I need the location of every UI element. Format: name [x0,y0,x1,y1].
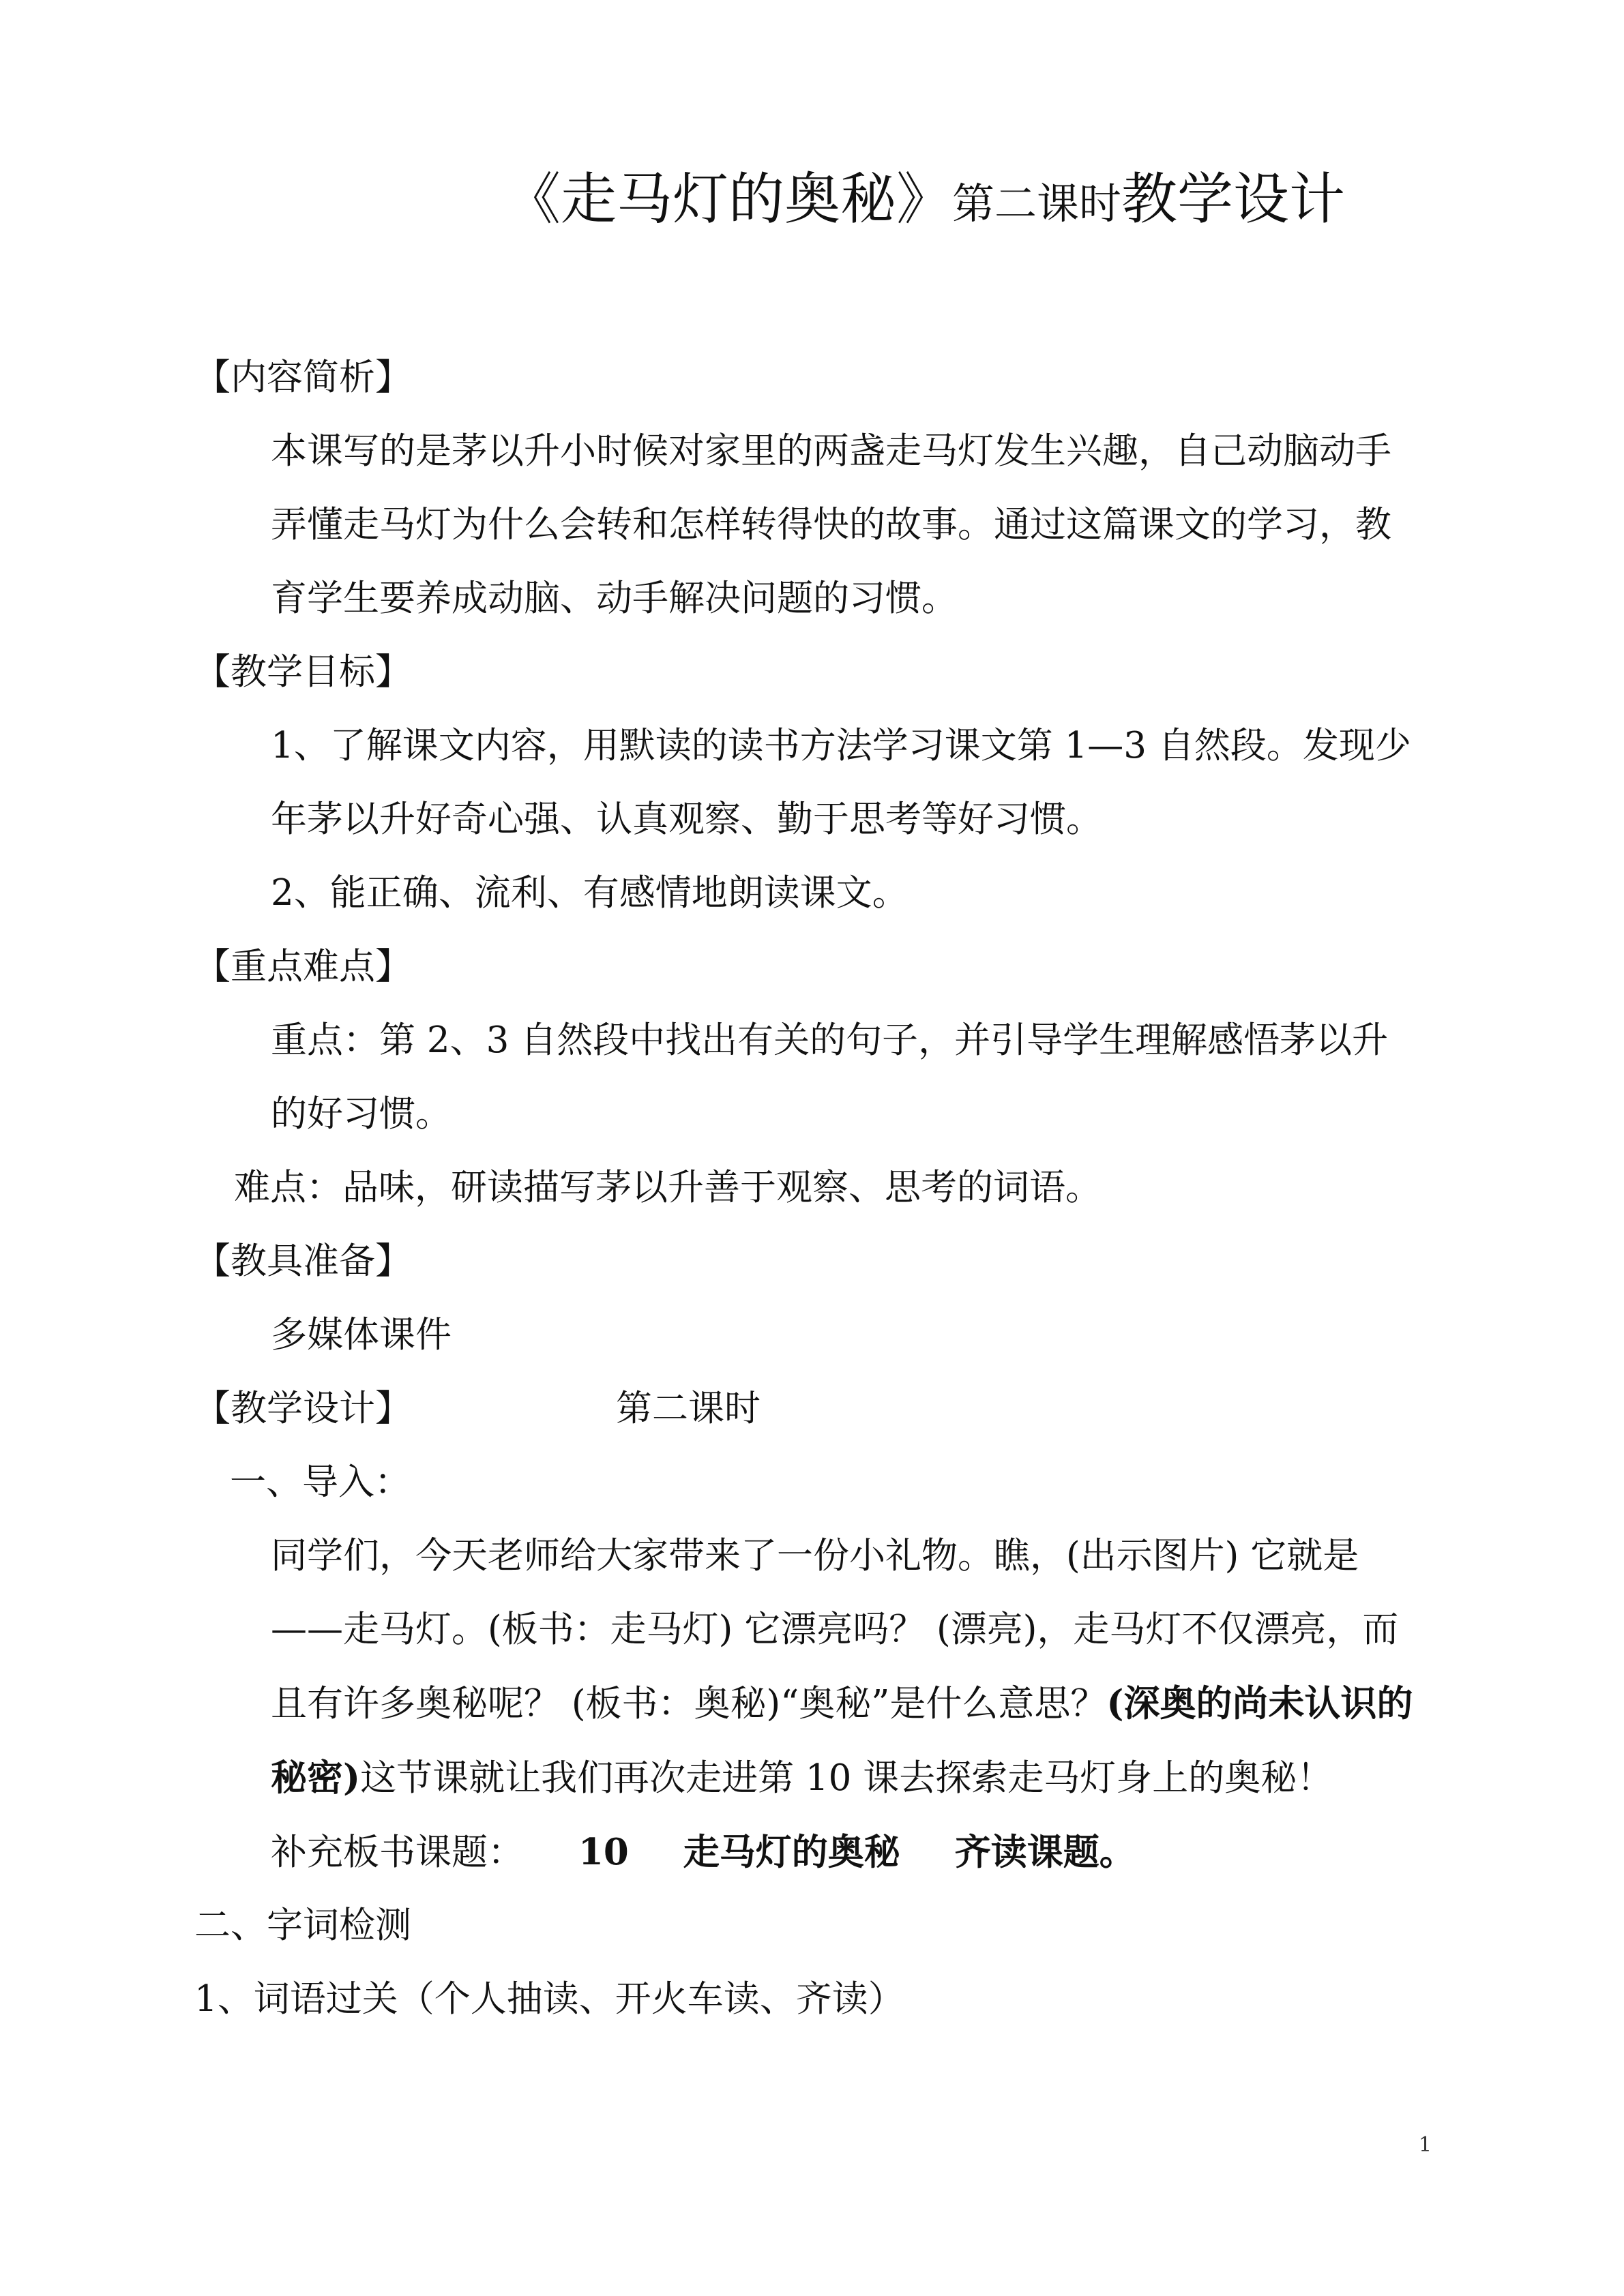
words-item-1: 1、词语过关（个人抽读、开火车读、齐读） [194,1978,904,2020]
key-heading: 【重点难点】 [194,946,411,987]
goal-item-1: 1、了解课文内容，用默读的读书方法学习课文第 1—3 自然段。发现少年茅以升好奇心强、认真观察、勤于思考等好习惯。 [271,725,1411,840]
goal-item-2: 2、能正确、流利、有感情地朗读课文。 [271,872,909,914]
content-paragraph: 本课写的是茅以升小时候对家里的两盏走马灯发生兴趣，自己动脑动手弄懂走马灯为什么会转和怎样转得快的故事。通过这篇课文的学习，教育学生要养成动脑、动手解决问题的习惯。 [271,430,1391,619]
design-heading-row [194,1372,1415,1446]
tools-text: 多媒体课件 [271,1314,452,1356]
document-title [505,162,1460,241]
words-heading: 二、字词检测 [194,1905,411,1946]
intro-paragraph [194,1519,1415,1815]
document-body [194,341,1415,2036]
page-number: 1 [1419,2133,1432,2157]
title-main-b: 教学设计 [1121,167,1346,232]
key-point: 重点：第 2、3 自然段中找出有关的句子，并引导学生理解感悟茅以升的好习惯。 [271,1019,1389,1135]
design-lesson: 第二课时 [616,1388,761,1429]
board-row [194,1815,1415,1889]
board-action: 齐读课题。 [954,1831,1136,1873]
intro-text-b: 这节课就让我们再次走进第 10 课去探索走马灯身上的奥秘！ [360,1757,1333,1799]
board-label: 补充板书课题： [271,1832,524,1873]
intro-text-a: 同学们，今天老师给大家带来了一份小礼物。瞧，(出示图片) 它就是——走马灯。(板书：走马灯) 它漂亮吗？ (漂亮)，走马灯不仅漂亮，而且有许多奥秘呢？ (板书：奥秘)“奥秘”是什么意思？ [271,1535,1399,1725]
title-small: 第二课时 [952,179,1122,228]
tools-heading: 【教具准备】 [194,1240,411,1282]
intro-text-bold: (深奥的尚未认识的秘密) [271,1682,1413,1799]
design-heading: 【教学设计】 [194,1388,411,1429]
title-main-a: 《走马灯的奥秘》 [505,167,953,232]
intro-heading: 一、导入： [230,1461,411,1503]
content-heading: 【内容简析】 [194,357,411,398]
board-number: 10 [578,1831,629,1873]
difficult-point: 难点：品味，研读描写茅以升善于观察、思考的词语。 [234,1167,1102,1208]
goals-heading: 【教学目标】 [194,651,411,693]
board-title: 走马灯的奥秘 [683,1831,900,1873]
